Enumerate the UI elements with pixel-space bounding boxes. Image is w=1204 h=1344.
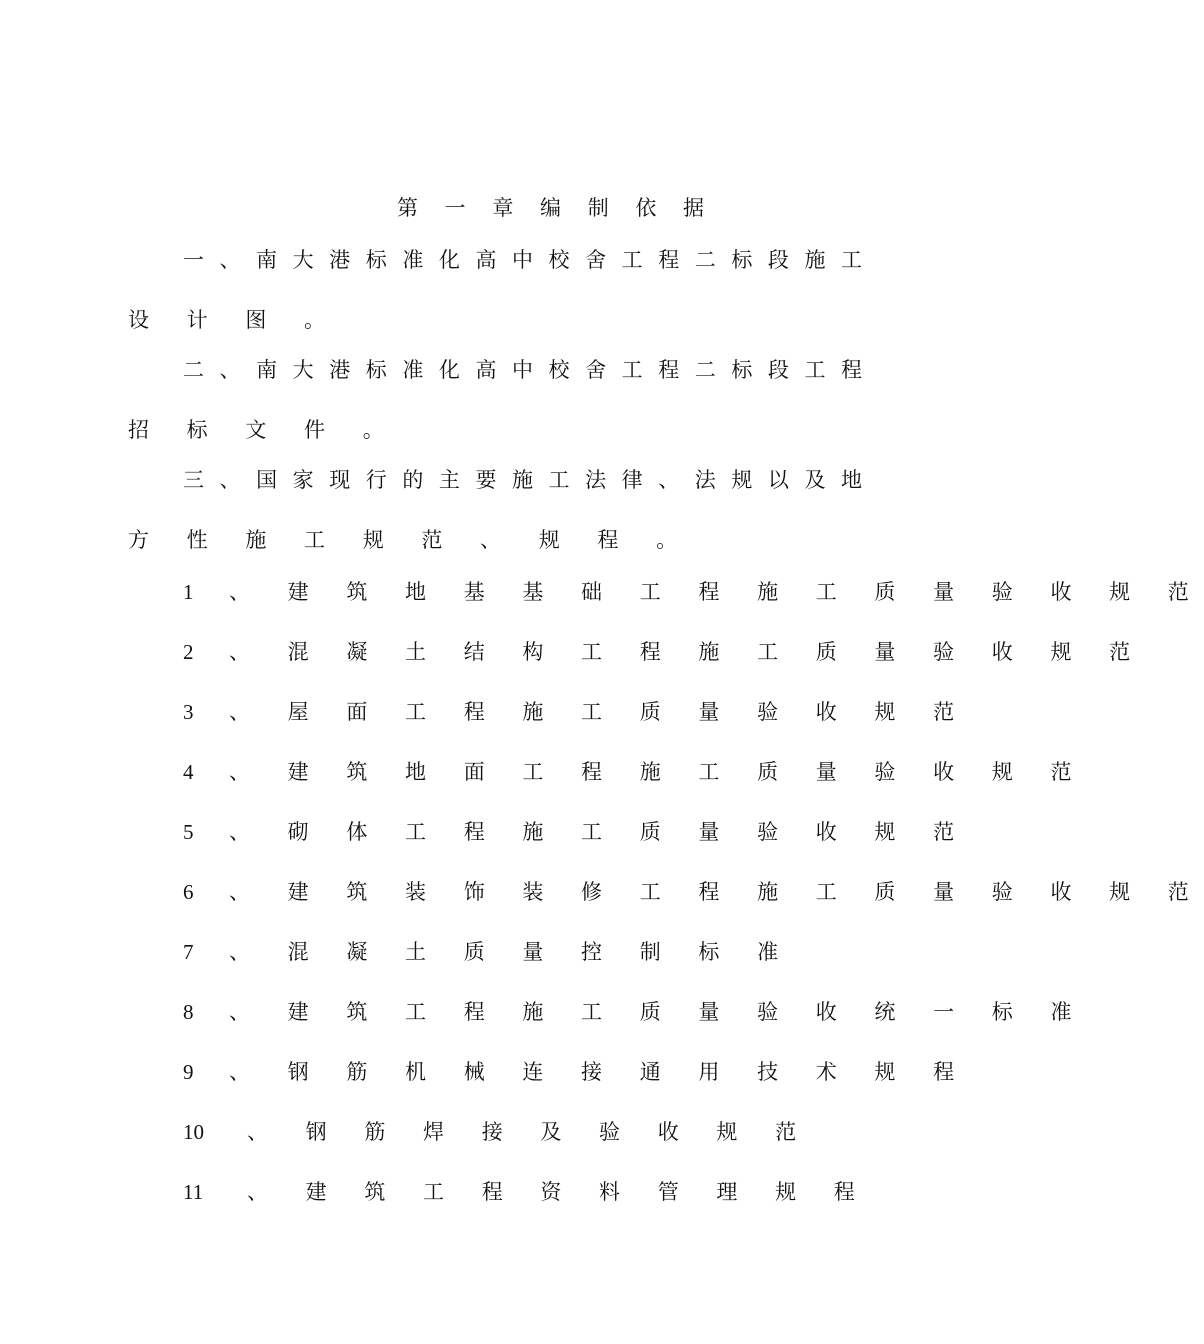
list-item — [183, 757, 1087, 787]
section-1-first-line: 一 、 南 大 港 标 准 化 高 中 校 舍 工 程 二 标 段 施 工 — [183, 248, 862, 272]
list-item-number: 10 — [183, 1120, 204, 1144]
list-item-number: 8 — [183, 1000, 194, 1024]
list-item-text: 、 建 筑 装 饰 装 修 工 程 施 工 质 量 验 收 规 范 — [229, 880, 1204, 904]
list-item — [183, 577, 1204, 607]
list-item-text: 、 钢 筋 机 械 连 接 通 用 技 术 规 程 — [229, 1060, 970, 1084]
list-item — [183, 637, 1146, 667]
list-item-number: 4 — [183, 760, 194, 784]
section-1-continuation: 设 计 图 。 — [128, 308, 341, 332]
list-item — [183, 997, 1087, 1027]
section-3-first-line: 三 、 国 家 现 行 的 主 要 施 工 法 律 、 法 规 以 及 地 — [183, 468, 862, 492]
list-item-text: 、 砌 体 工 程 施 工 质 量 验 收 规 范 — [229, 820, 970, 844]
list-item — [183, 817, 970, 847]
list-item-text: 、 建 筑 工 程 施 工 质 量 验 收 统 一 标 准 — [229, 1000, 1087, 1024]
list-item-text: 、 建 筑 工 程 资 料 管 理 规 程 — [247, 1180, 871, 1204]
section-2-first-line: 二 、 南 大 港 标 准 化 高 中 校 舍 工 程 二 标 段 工 程 — [183, 358, 862, 382]
list-item — [183, 1057, 970, 1087]
list-item-text: 、 建 筑 地 面 工 程 施 工 质 量 验 收 规 范 — [229, 760, 1087, 784]
list-item — [183, 1177, 870, 1207]
section-2-continuation: 招 标 文 件 。 — [128, 418, 400, 442]
list-item-text: 、 混 凝 土 结 构 工 程 施 工 质 量 验 收 规 范 — [229, 640, 1146, 664]
list-item — [183, 697, 970, 727]
list-item-text: 、 建 筑 地 基 基 础 工 程 施 工 质 量 验 收 规 范 — [229, 580, 1204, 604]
list-item-number: 7 — [183, 940, 194, 964]
list-item — [183, 937, 794, 967]
list-item-number: 2 — [183, 640, 194, 664]
list-item-number: 9 — [183, 1060, 194, 1084]
list-item-number: 1 — [183, 580, 194, 604]
list-item-number: 6 — [183, 880, 194, 904]
list-item-number: 11 — [183, 1180, 204, 1204]
list-item-number: 3 — [183, 700, 194, 724]
chapter-title: 第 一 章 编 制 依 据 — [397, 196, 715, 220]
list-item-number: 5 — [183, 820, 194, 844]
list-item-text: 、 钢 筋 焊 接 及 验 收 规 范 — [247, 1120, 812, 1144]
list-item — [183, 1117, 812, 1147]
list-item-text: 、 混 凝 土 质 量 控 制 标 准 — [229, 940, 794, 964]
section-3-continuation: 方 性 施 工 规 范 、 规 程 。 — [128, 528, 693, 552]
list-item — [183, 877, 1204, 907]
list-item-text: 、 屋 面 工 程 施 工 质 量 验 收 规 范 — [229, 700, 970, 724]
